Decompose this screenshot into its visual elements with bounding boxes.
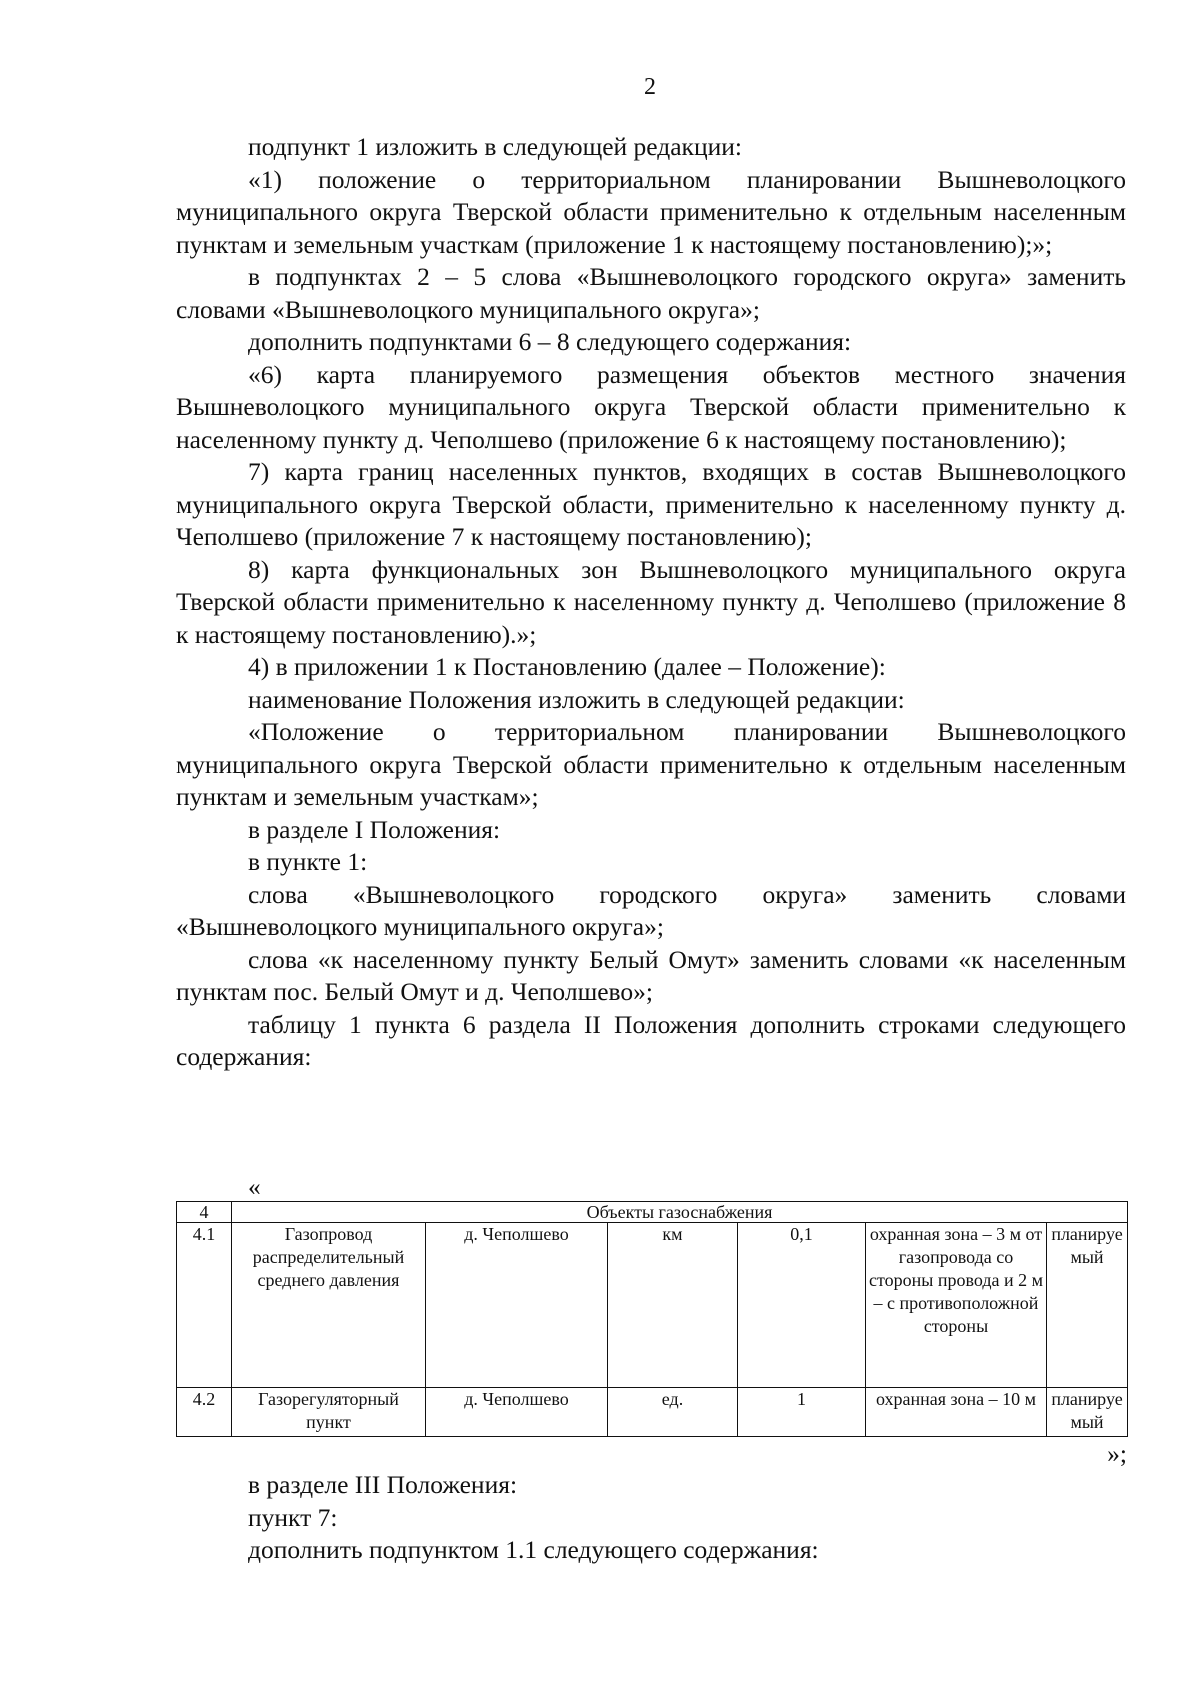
paragraph: «1) положение о территориальном планировании Вышневолоцкого муниципального округа Тверской области применительно к отдельным населенным пунктам и земельным участкам (приложение 1 к настоящему постановлению);»; (176, 164, 1126, 259)
location-cell: д. Чеполшево (426, 1223, 608, 1388)
paragraph: в подпунктах 2 – 5 слова «Вышневолоцкого городского округа» заменить словами «Вышневолоцкого муниципального округа»; (176, 262, 1126, 324)
table-group-row (177, 1202, 1128, 1223)
paragraph: «6) карта планируемого размещения объектов местного значения Вышневолоцкого муниципального округа Тверской области применительно к населенному пункту д. Чеполшево (приложение 6 к настоящему постановлению); (176, 359, 1126, 454)
document-body-continued (176, 1469, 1126, 1567)
object-name-cell: Газопровод распределительный среднего давления (232, 1223, 426, 1388)
value-cell: 1 (738, 1388, 866, 1437)
group-title-cell: Объекты газоснабжения (232, 1202, 1128, 1223)
row-number-cell: 4.1 (177, 1223, 232, 1388)
unit-cell: км (608, 1223, 738, 1388)
paragraph: в пункте 1: (248, 847, 368, 876)
table-row (177, 1223, 1128, 1388)
paragraph: в разделе III Положения: (248, 1470, 518, 1499)
object-name-cell: Газорегуляторный пункт (232, 1388, 426, 1437)
paragraph: пункт 7: (248, 1502, 338, 1532)
paragraph: дополнить подпунктами 6 – 8 следующего содержания: (248, 327, 852, 356)
paragraph: таблицу 1 пункта 6 раздела II Положения дополнить строками следующего содержания: (176, 1009, 1126, 1071)
zone-cell: охранная зона – 10 м (866, 1388, 1047, 1437)
paragraph: дополнить подпунктом 1.1 следующего содержания: (248, 1535, 819, 1564)
zone-cell: охранная зона – 3 м от газопровода со стороны провода и 2 м – с противоположной стороны (866, 1223, 1047, 1388)
table-close-quote: »; (1107, 1439, 1127, 1468)
row-number-cell: 4.2 (177, 1388, 232, 1437)
document-body (176, 131, 1126, 1074)
table-open-quote: « (248, 1172, 261, 1201)
paragraph: в разделе I Положения: (248, 814, 501, 844)
location-cell: д. Чеполшево (426, 1388, 608, 1437)
paragraph: подпункт 1 изложить в следующей редакции: (248, 132, 742, 161)
status-cell: планируемый (1047, 1223, 1128, 1388)
value-cell: 0,1 (738, 1223, 866, 1388)
paragraph: слова «к населенному пункту Белый Омут» заменить словами «к населенным пунктам пос. Белый Омут и д. Чеполшево»; (176, 944, 1126, 1006)
page-number: 2 (644, 74, 656, 100)
paragraph: наименование Положения изложить в следующей редакции: (248, 684, 905, 714)
table-row (177, 1388, 1128, 1437)
paragraph: 4) в приложении 1 к Постановлению (далее – Положение): (248, 652, 886, 681)
paragraph: «Положение о территориальном планировании Вышневолоцкого муниципального округа Тверской области применительно к отдельным населенным пунктам и земельным участкам»; (176, 717, 1126, 811)
gas-supply-table (176, 1201, 1128, 1437)
paragraph: 7) карта границ населенных пунктов, входящих в состав Вышневолоцкого муниципального округа Тверской области, применительно к населенному пункту д. Чеполшево (приложение 7 к настоящему постановлению); (176, 457, 1126, 551)
unit-cell: ед. (608, 1388, 738, 1437)
group-number-cell: 4 (177, 1202, 232, 1223)
paragraph: слова «Вышневолоцкого городского округа» заменить словами «Вышневолоцкого муниципального округа»; (176, 879, 1126, 941)
paragraph: 8) карта функциональных зон Вышневолоцкого муниципального округа Тверской области применительно к населенному пункту д. Чеполшево (приложение 8 к настоящему постановлению).»; (176, 554, 1126, 649)
status-cell: планируемый (1047, 1388, 1128, 1437)
